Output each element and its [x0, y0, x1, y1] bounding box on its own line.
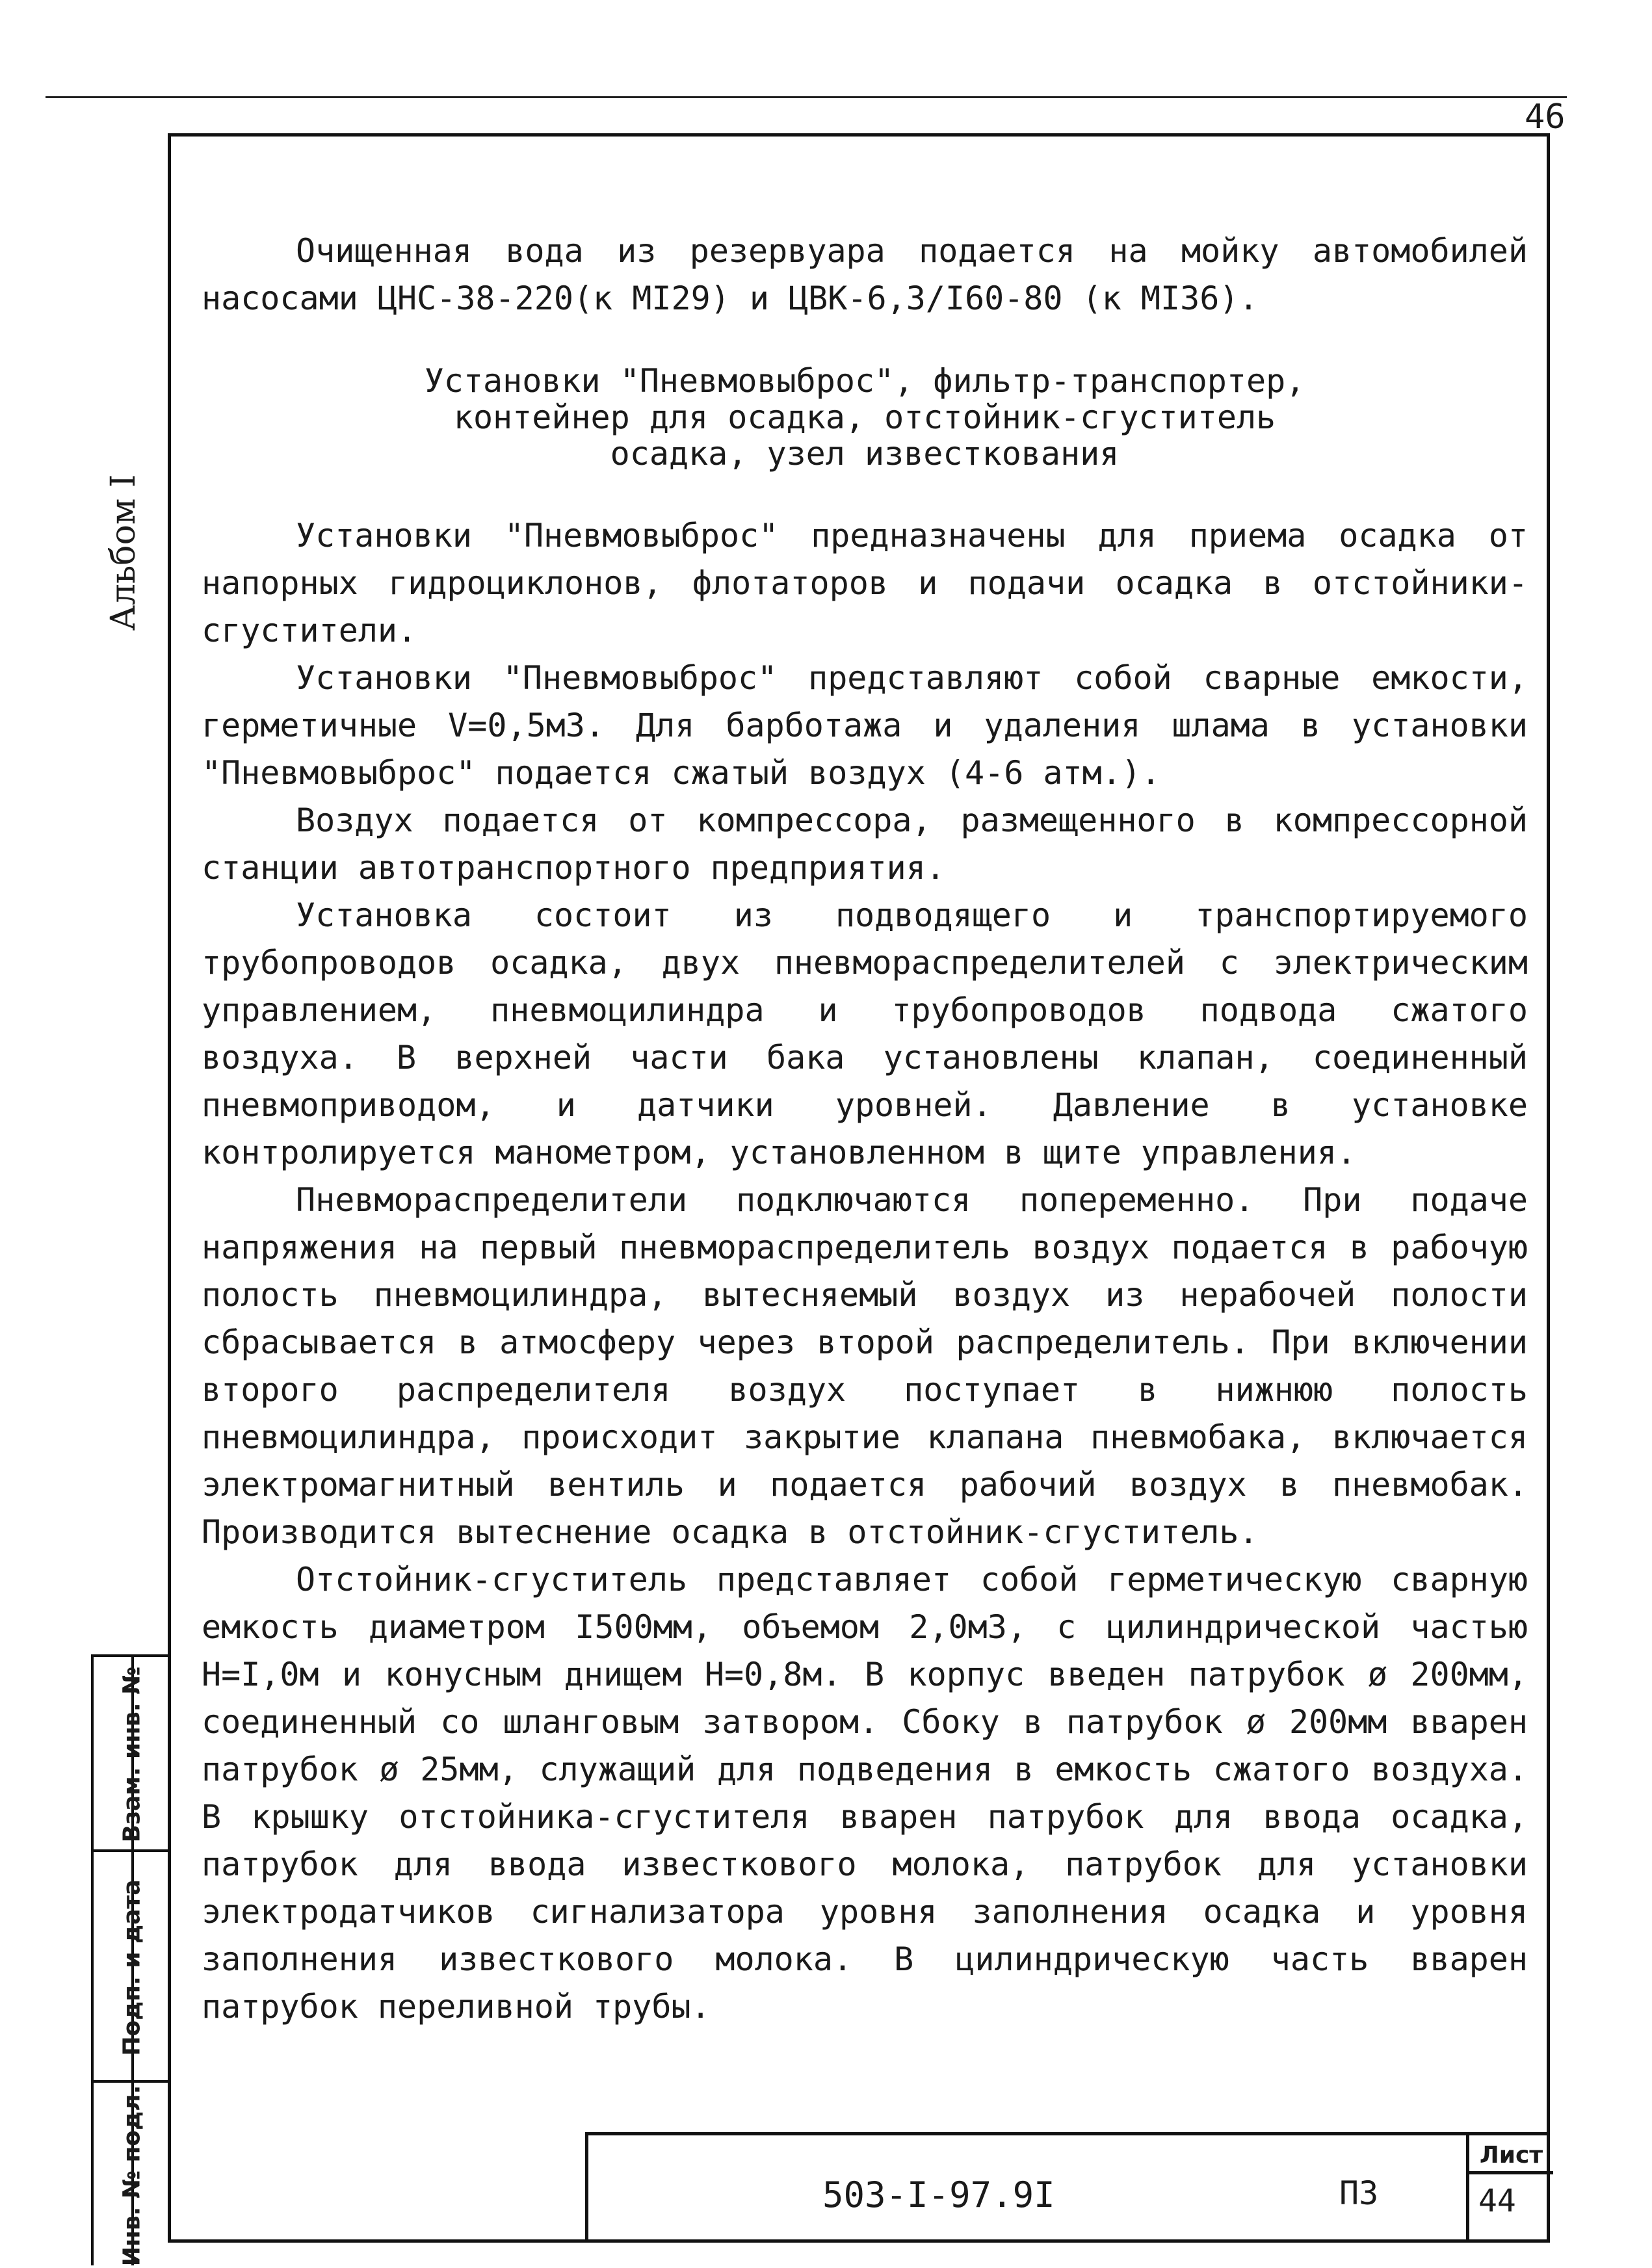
side-cell-podp-data-label: Подп. и дата — [118, 1879, 146, 2056]
title-block — [585, 2132, 1550, 2243]
sheet-label: Лист — [1469, 2140, 1553, 2174]
body-paragraph-6: Отстойник-сгуститель представляет собой герметическую сварную емкость диаметром I500мм, объемом 2,0м3, с цилиндрической частью Н=I,0м и конусным днищем Н=0,8м. В корпус введен патрубок ø 200мм, соединенный со шланговым затвором. Сбоку в патрубок ø 200мм вварен патрубок ø 25мм, служащий для подведения в емкость сжатого воздуха. В крышку отстойника-сгустителя вварен патрубок для ввода осадка, патрубок для ввода известкового молока, патрубок для установки электродатчиков сигнализатора уровня заполнения осадка и уровня заполнения известкового молока. В цилиндрическую часть вварен патрубок переливной трубы. — [202, 1561, 1528, 2026]
section-heading-line-2: контейнер для осадка, отстойник-сгуститель — [453, 398, 1276, 436]
side-stamp — [91, 1654, 170, 2265]
side-cell-vzam-inv — [94, 1654, 170, 1852]
sheet-number: 44 — [1478, 2183, 1516, 2219]
body-paragraph-5: Пневмораспределители подключаются попеременно. При подаче напряжения на первый пневмораспределитель воздух подается в рабочую полость пневмоцилиндра, вытесняемый воздух из нерабочей полости сбрасывается в атмосферу через второй распределитель. При включении второго распределителя воздух поступает в нижнюю полость пневмоцилиндра, происходит закрытие клапана пневмобака, включается электромагнитный вентиль и подается рабочий воздух в пневмобак. Производится вытеснение осадка в отстойник-сгуститель. — [202, 1181, 1528, 1551]
body-paragraph-1: Установки "Пневмовыброс" предназначены для приема осадка от напорных гидроциклонов, флотаторов и подачи осадка в отстойники-сгустители. — [202, 517, 1528, 649]
section-heading-line-1: Установки "Пневмовыброс", фильтр-транспортер, — [424, 362, 1305, 400]
section-heading-line-3: осадка, узел известкования — [610, 435, 1120, 473]
body-paragraph-3: Воздух подается от компрессора, размещенного в компрессорной станции автотранспортного предприятия. — [202, 802, 1528, 887]
side-cell-vzam-inv-label: Взам. инв. № — [118, 1666, 146, 1843]
section-heading — [202, 363, 1528, 472]
side-cell-inv-podl — [94, 2080, 170, 2268]
body-paragraph-2: Установки "Пневмовыброс" представляют собой сварные емкости, герметичные V=0,5м3. Для барботажа и удаления шлама в установки "Пневмовыброс" подается сжатый воздух (4-6 атм.). — [202, 659, 1528, 792]
sheet-box — [1466, 2132, 1553, 2243]
album-label — [98, 455, 150, 650]
top-rule — [46, 96, 1567, 98]
body-paragraph-4: Установка состоит из подводящего и транспортируемого трубопроводов осадка, двух пневмораспределителей с электрическим управлением, пневмоцилиндра и трубопроводов подвода сжатого воздуха. В верхней части бака установлены клапан, соединенный пневмоприводом, и датчики уровней. Давление в установке контролируется манометром, установленном в щите управления. — [202, 896, 1528, 1171]
document-code: 503-I-97.9I — [822, 2174, 1055, 2215]
page-content — [202, 228, 1528, 2031]
section-code: ПЗ — [1339, 2174, 1379, 2212]
side-cell-inv-podl-label: Инв. № подл. — [118, 2085, 146, 2266]
intro-paragraph: Очищенная вода из резервуара подается на мойку автомобилей насосами ЦНС-38-220(к МI29) и ЦВК-6,3/I60-80 (к МI36). — [202, 232, 1528, 317]
side-cell-podp-data — [94, 1849, 170, 2083]
page-number: 46 — [1525, 98, 1566, 137]
album-label-text: Альбом I — [104, 474, 143, 631]
